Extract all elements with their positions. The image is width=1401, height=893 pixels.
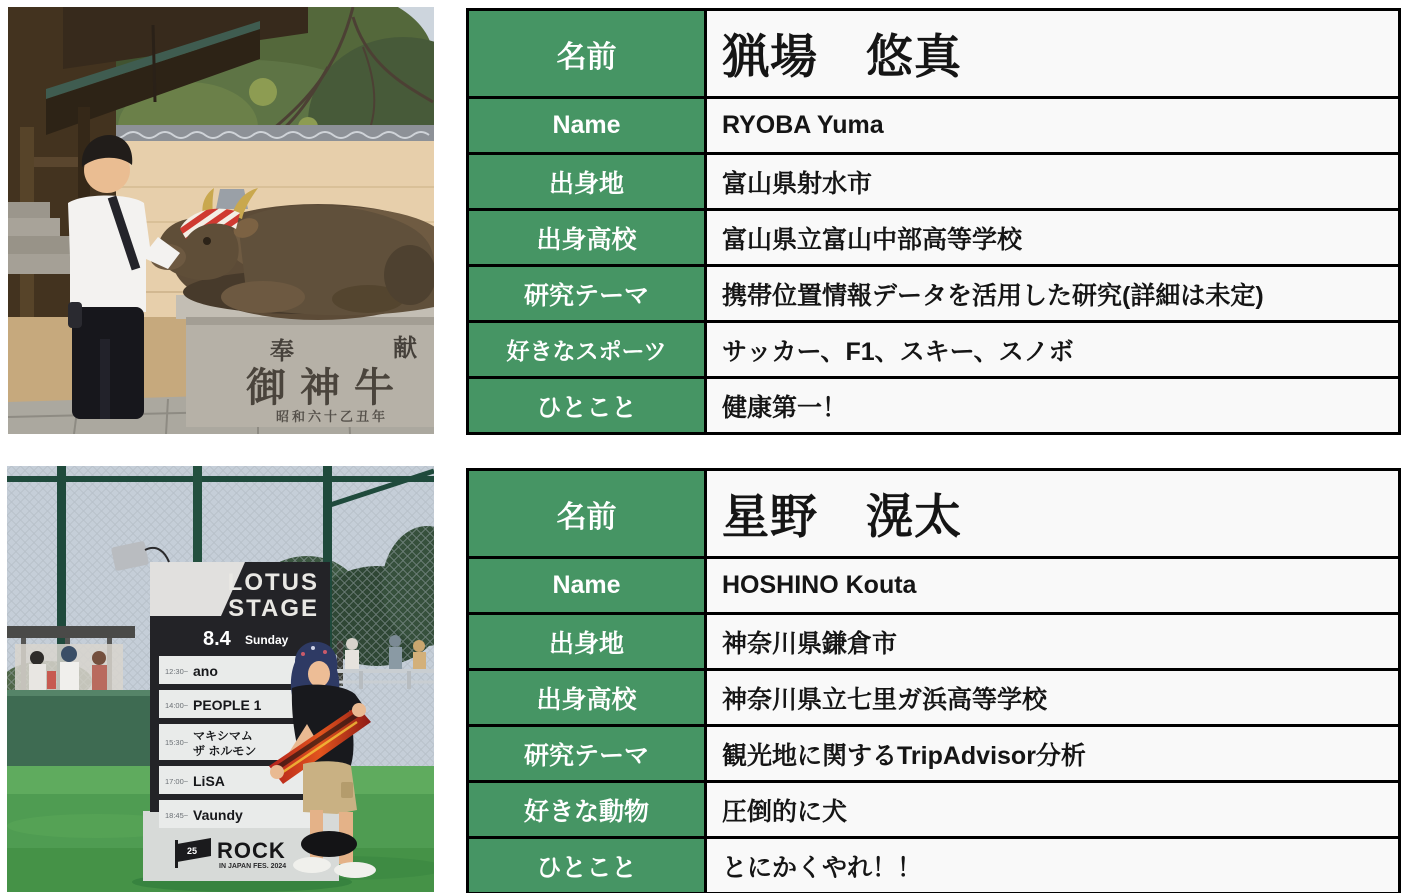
table-row [468, 210, 1400, 266]
phone [68, 302, 82, 328]
row-label-name-jp: 名前 [468, 470, 706, 558]
face [308, 661, 330, 687]
row-value-birthplace: 神奈川県鎌倉市 [706, 614, 1400, 670]
lineup-time: 17:00~ [165, 777, 189, 786]
stage-name-line1: LOTUS [227, 569, 319, 596]
lineup-time: 15:30~ [165, 738, 189, 747]
row-value-highschool: 神奈川県立七里ガ浜高等学校 [706, 670, 1400, 726]
row-value-favorite-sports: サッカー、F1、スキー、スノボ [706, 322, 1400, 378]
table-row [468, 670, 1400, 726]
table-row [468, 782, 1400, 838]
row-value-research: 観光地に関するTripAdvisor分析 [706, 726, 1400, 782]
row-label-highschool: 出身高校 [468, 670, 706, 726]
lineup-artist: Vaundy [193, 807, 243, 823]
lineup-time: 14:00~ [165, 701, 189, 710]
table-row [468, 838, 1400, 893]
row-label-name-jp: 名前 [468, 10, 706, 98]
table-row [468, 558, 1400, 614]
lineup-time: 12:30~ [165, 667, 189, 676]
sign-date: 8.4 [203, 628, 231, 650]
stage-name-line2: STAGE [228, 595, 319, 622]
green-wall [7, 690, 155, 770]
sneaker [293, 857, 331, 873]
row-label-birthplace: 出身地 [468, 154, 706, 210]
row-label-comment: ひとこと [468, 838, 706, 893]
row-label-research: 研究テーマ [468, 266, 706, 322]
pedestal-kanji-sub: 昭和六十乙丑年 [276, 409, 389, 424]
table-row [468, 154, 1400, 210]
table-row [468, 10, 1400, 98]
row-value-comment: 健康第一！ [706, 378, 1400, 434]
table-row [468, 614, 1400, 670]
row-value-research: 携帯位置情報データを活用した研究(詳細は未定) [706, 266, 1400, 322]
backpack [301, 831, 357, 857]
row-label-name-en: Name [468, 558, 706, 614]
lineup-artist-line2: ザ ホルモン [193, 744, 257, 758]
row-value-highschool: 富山県立富山中部高等学校 [706, 210, 1400, 266]
lineup-artist: マキシマム [193, 729, 253, 743]
lineup-artist: PEOPLE 1 [193, 697, 262, 713]
profile-table-hoshino [466, 468, 1401, 893]
logo-rock-text: ROCK [217, 838, 286, 863]
hanging-chain [153, 25, 155, 102]
profile-table-ryoba [466, 8, 1401, 435]
row-label-highschool: 出身高校 [468, 210, 706, 266]
row-value-comment: とにかくやれ！！ [706, 838, 1400, 893]
table-row [468, 266, 1400, 322]
row-value-favorite-animal: 圧倒的に犬 [706, 782, 1400, 838]
row-value-name-en: RYOBA Yuma [706, 98, 1400, 154]
row-label-birthplace: 出身地 [468, 614, 706, 670]
photo-ryoba-shrine-ox [8, 7, 434, 434]
table-row [468, 726, 1400, 782]
lineup-artist: ano [193, 663, 218, 679]
green-wall-top [7, 690, 155, 696]
table-row [468, 322, 1400, 378]
pedestal-kanji-left: 奉 [270, 338, 294, 365]
pedestal-kanji-right: 献 [393, 335, 417, 362]
pedestal-kanji-main: 御神牛 [246, 366, 408, 410]
row-value-name-jp: 猟場 悠真 [706, 10, 1400, 98]
table-row [468, 98, 1400, 154]
row-label-favorite-animal: 好きな動物 [468, 782, 706, 838]
sign-day: Sunday [245, 633, 289, 647]
left-hand [270, 765, 284, 779]
row-value-name-jp: 星野 滉太 [706, 470, 1400, 558]
row-label-name-en: Name [468, 98, 706, 154]
row-value-name-en: HOSHINO Kouta [706, 558, 1400, 614]
logo-sub-text: IN JAPAN FES. 2024 [219, 863, 287, 870]
table-row [468, 470, 1400, 558]
sneaker [334, 862, 376, 878]
lineup-time: 18:45~ [165, 811, 189, 820]
lineup-artist: LiSA [193, 773, 225, 789]
row-label-comment: ひとこと [468, 378, 706, 434]
row-label-research: 研究テーマ [468, 726, 706, 782]
right-hand [352, 703, 366, 717]
table-row [468, 378, 1400, 434]
photo-hoshino-festival [7, 466, 434, 892]
pergola-and-crowd [7, 626, 135, 698]
logo-flag-number: 25 [187, 846, 198, 856]
row-value-birthplace: 富山県射水市 [706, 154, 1400, 210]
row-label-favorite-sports: 好きなスポーツ [468, 322, 706, 378]
